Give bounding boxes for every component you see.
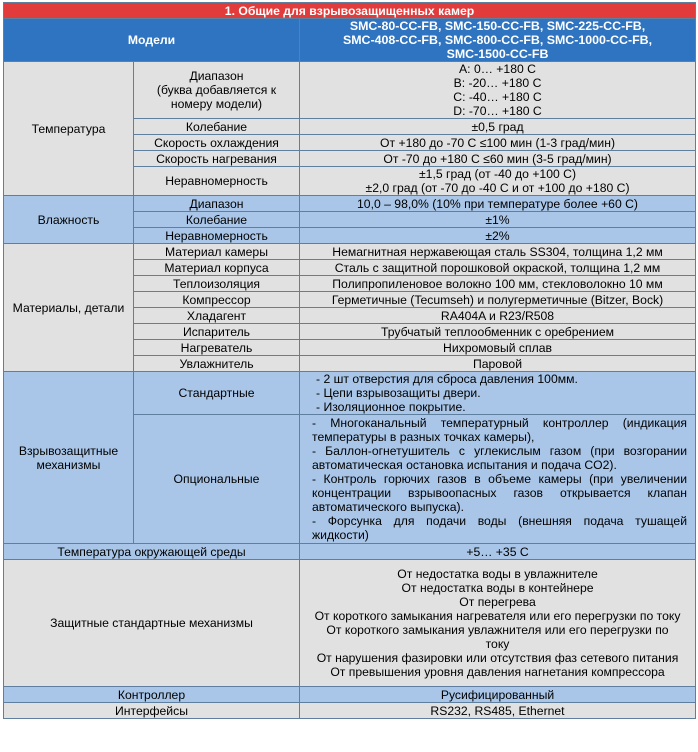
explosion-standard-label: Стандартные (134, 372, 300, 415)
temperature-uneven-values: ±1,5 град (от -40 до +100 С) ±2,0 град (от -70 до -40 С и от +100 до +180 С) (300, 167, 696, 196)
material-name: Испаритель (134, 324, 300, 340)
interfaces-label: Интерфейсы (4, 703, 300, 719)
material-value: Немагнитная нержавеющая сталь SS304, толщина 1,2 мм (300, 244, 696, 260)
material-value: RA404A и R23/R508 (300, 308, 696, 324)
temperature-heat-value: От -70 до +180 С ≤60 мин (3-5 град/мин) (300, 151, 696, 167)
material-value: Герметичные (Tecumseh) и полугерметичные (Bitzer, Bock) (300, 292, 696, 308)
ambient-row (4, 544, 696, 560)
controller-value: Русифицированный (300, 687, 696, 703)
humidity-uneven-value: ±2% (300, 228, 696, 244)
interfaces-value: RS232, RS485, Ethernet (300, 703, 696, 719)
controller-row (4, 687, 696, 703)
protection-list: От недостатка воды в увлажнителе От недостатка воды в контейнере От перегрева От короткого замыкания нагревателя или его перегрузки по току От короткого замыкания увлажнителя или его перегрузки по току От нарушения фазировки или отсутствия фаз сетевого питания От превышения уровня давления нагнетания компрессора (300, 560, 696, 687)
humidity-range-row (4, 196, 696, 212)
table-title-row (4, 3, 696, 19)
explosion-standard-list: - 2 шт отверстия для сброса давления 100мм. - Цепи взрывозащиты двери. - Изоляционное покрытие. (300, 372, 696, 415)
material-name: Компрессор (134, 292, 300, 308)
humidity-label: Влажность (4, 196, 134, 244)
temperature-cool-label: Скорость охлаждения (134, 135, 300, 151)
explosion-optional-list: - Многоканальный температурный контроллер (индикация температуры в разных точках камеры), - Баллон-огнетушитель с углекислым газом (при возгорании автоматическая остановка испытания и подача CO2). - Контроль горючих газов в объеме камеры (при увеличении концентрации взрывоопасных газов открывается клапан автоматического выпуска). - Форсунка для подачи воды (внешняя подача тушащей жидкости) (300, 415, 696, 544)
material-value: Сталь с защитной порошковой окраской, толщина 1,2 мм (300, 260, 696, 276)
temperature-fluct-value: ±0,5 град (300, 119, 696, 135)
temperature-heat-label: Скорость нагревания (134, 151, 300, 167)
protection-label: Защитные стандартные механизмы (4, 560, 300, 687)
models-header-row (4, 19, 696, 62)
materials-row (4, 244, 696, 260)
models-list: SMC-80-CC-FB, SMC-150-CC-FB, SMC-225-CC-FB, SMC-408-CC-FB, SMC-800-CC-FB, SMC-1000-CC-FB, SMC-1500-CC-FB (300, 19, 696, 62)
temperature-cool-value: От +180 до -70 С ≤100 мин (1-3 град/мин) (300, 135, 696, 151)
temperature-uneven-label: Неравномерность (134, 167, 300, 196)
material-value: Трубчатый теплообменник с оребрением (300, 324, 696, 340)
table-title: 1. Общие для взрывозащищенных камер (4, 3, 696, 19)
material-name: Нагреватель (134, 340, 300, 356)
material-name: Теплоизоляция (134, 276, 300, 292)
material-value: Полипропиленовое волокно 100 мм, стекловолокно 10 мм (300, 276, 696, 292)
explosion-optional-label: Опциональные (134, 415, 300, 544)
ambient-value: +5… +35 C (300, 544, 696, 560)
material-name: Увлажнитель (134, 356, 300, 372)
humidity-fluct-value: ±1% (300, 212, 696, 228)
interfaces-row (4, 703, 696, 719)
temperature-fluct-label: Колебание (134, 119, 300, 135)
temperature-range-values: A: 0… +180 C B: -20… +180 C C: -40… +180 C D: -70… +180 C (300, 62, 696, 119)
protection-row (4, 560, 696, 687)
specification-table (3, 2, 696, 719)
models-label: Модели (4, 19, 300, 62)
material-value: Нихромовый сплав (300, 340, 696, 356)
ambient-label: Температура окружающей среды (4, 544, 300, 560)
material-name: Материал корпуса (134, 260, 300, 276)
material-name: Материал камеры (134, 244, 300, 260)
temperature-range-row (4, 62, 696, 119)
material-value: Паровой (300, 356, 696, 372)
controller-label: Контроллер (4, 687, 300, 703)
humidity-uneven-label: Неравномерность (134, 228, 300, 244)
explosion-standard-row (4, 372, 696, 415)
material-name: Хладагент (134, 308, 300, 324)
humidity-range-label: Диапазон (134, 196, 300, 212)
explosion-label: Взрывозащитные механизмы (4, 372, 134, 544)
temperature-range-label: Диапазон (буква добавляется к номеру модели) (134, 62, 300, 119)
humidity-fluct-label: Колебание (134, 212, 300, 228)
temperature-label: Температура (4, 62, 134, 196)
materials-label: Материалы, детали (4, 244, 134, 372)
humidity-range-value: 10,0 – 98,0% (10% при температуре более +60 С) (300, 196, 696, 212)
